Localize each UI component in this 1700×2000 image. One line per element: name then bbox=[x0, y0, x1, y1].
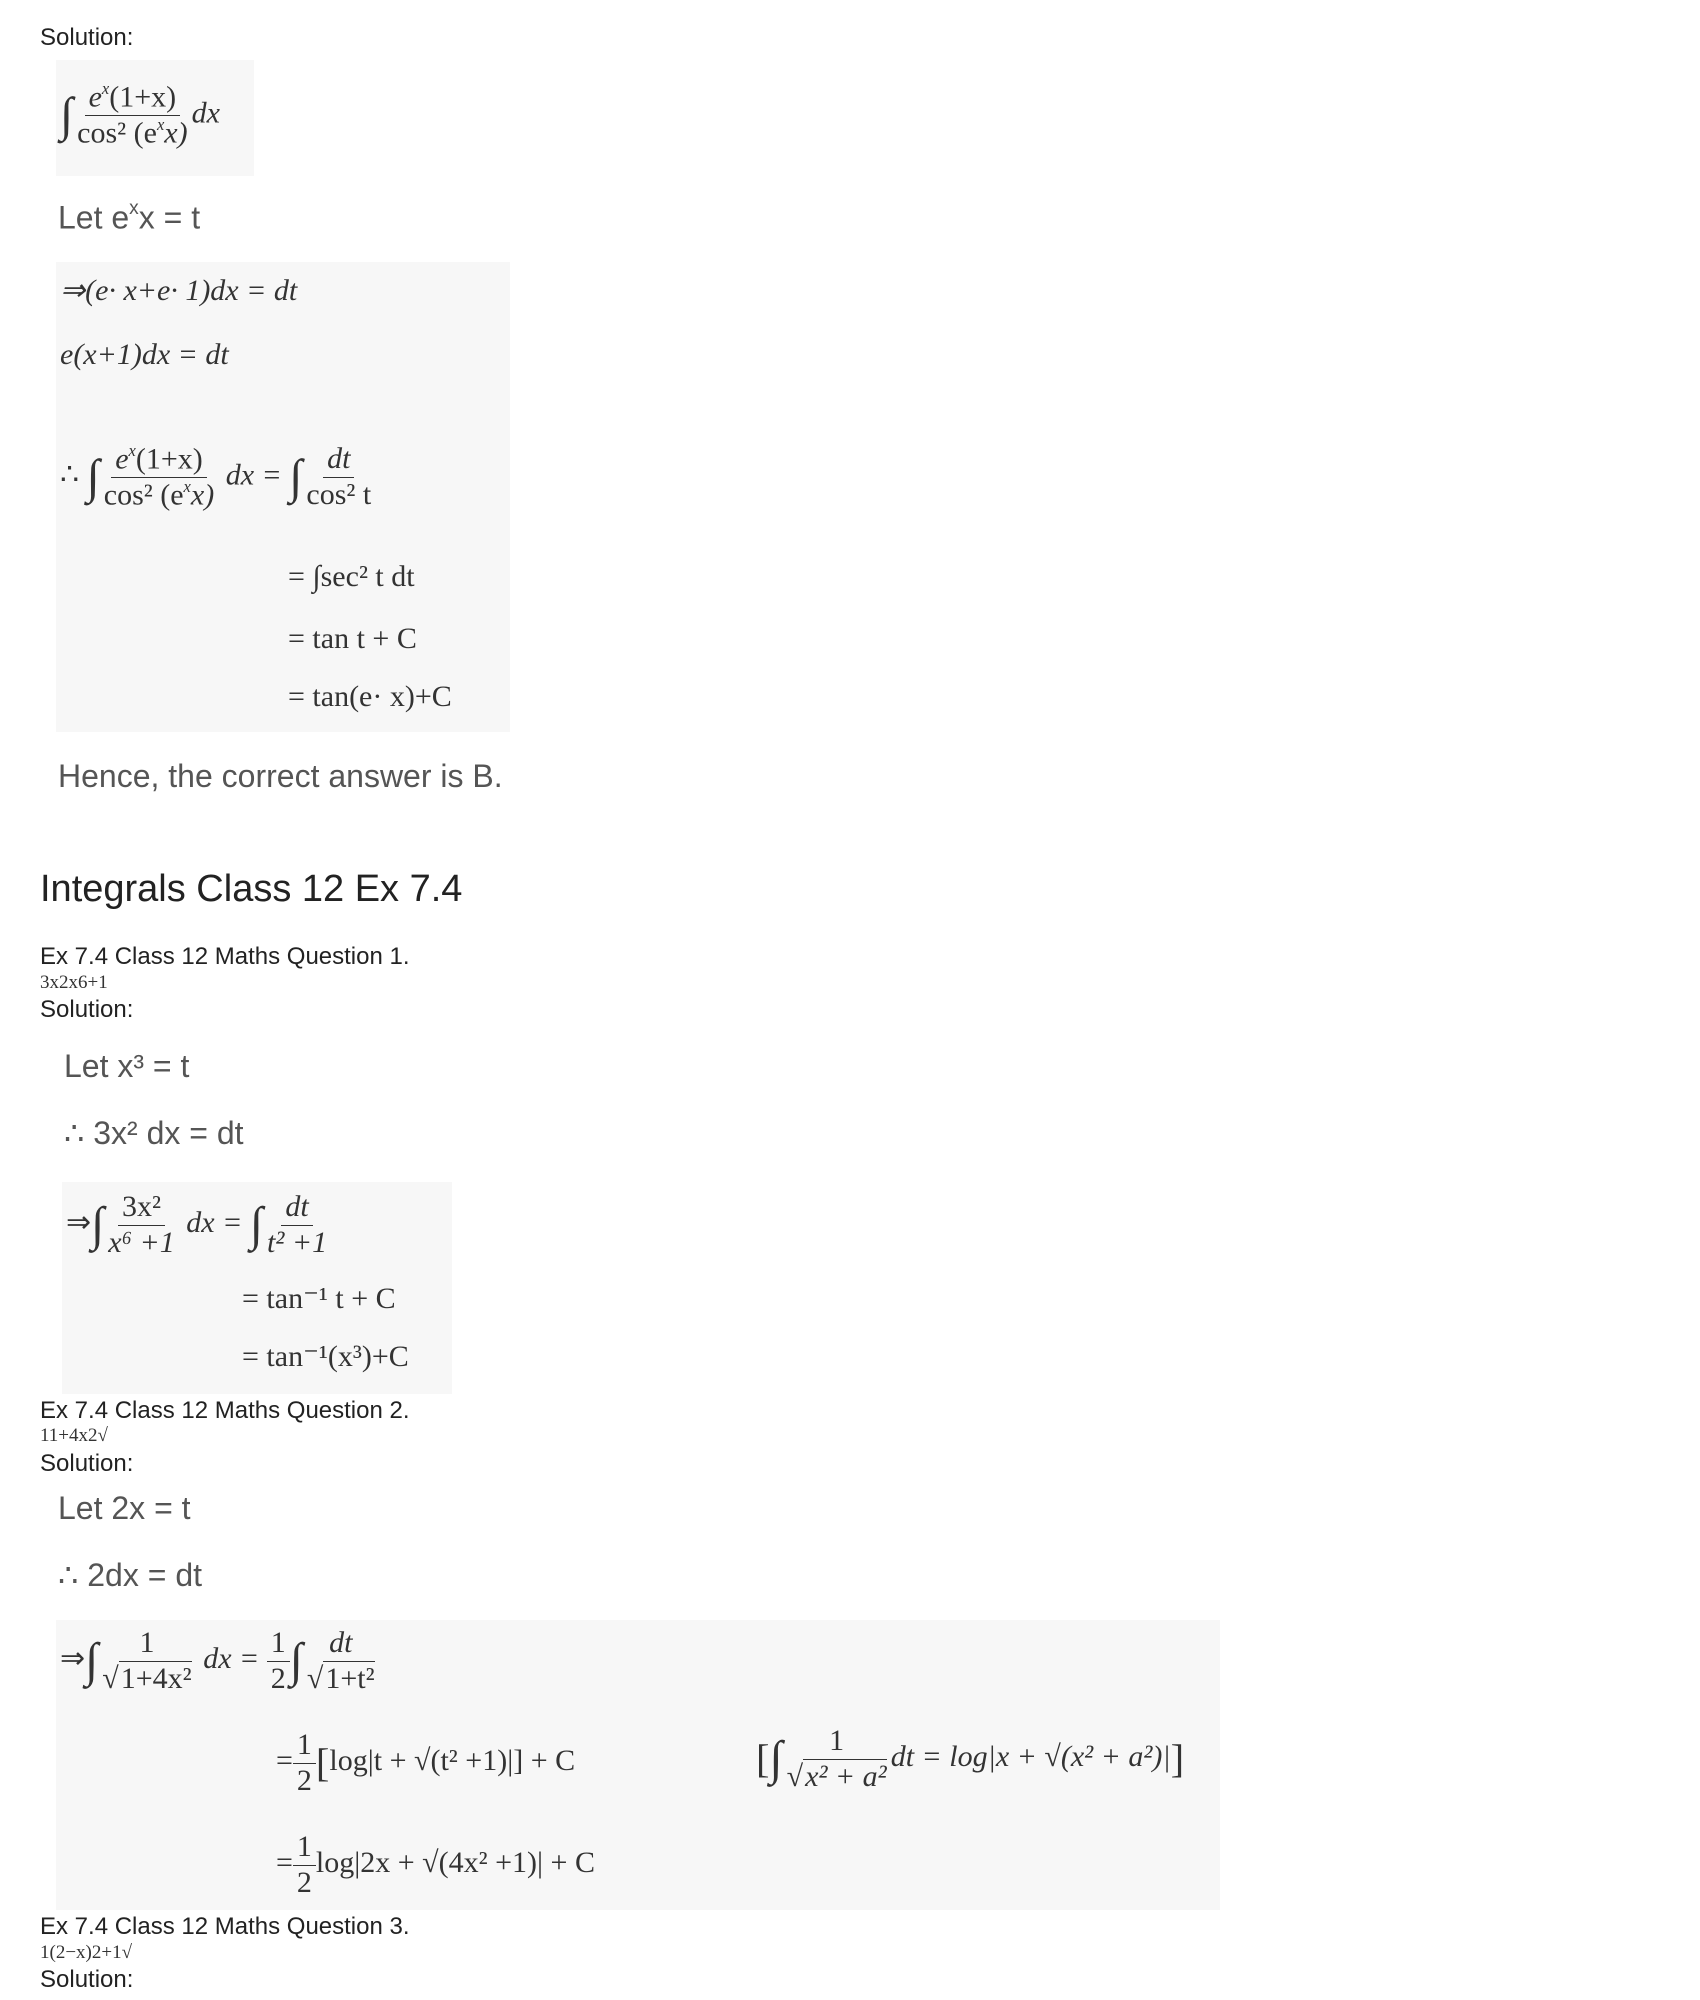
section-title: Integrals Class 12 Ex 7.4 bbox=[40, 868, 463, 910]
q3-solution-label: Solution: bbox=[40, 1966, 134, 1993]
sec-squared-step: = ∫sec² t dt bbox=[288, 560, 415, 593]
q2-let: Let 2x = t bbox=[58, 1490, 191, 1526]
q2-step2: = $\frac{1}{2}$ [log|t + √(t² +1)|] + C bbox=[276, 1728, 576, 1797]
q1-math-image: ⇒∫ $\frac{\text{3x²}}{\text{x⁶ +1}}$ dx = ∫ $\frac{dt}{\text{t² +1}}$ = tan⁻¹ t + C = tan⁻¹(x³)+C bbox=[62, 1182, 452, 1394]
q2-solution-label: Solution: bbox=[40, 1450, 134, 1477]
final-step: = tan(e· x)+C bbox=[288, 680, 452, 713]
q1-garbled-expression: 3x2x6+1 bbox=[40, 972, 108, 993]
q2-title: Ex 7.4 Class 12 Maths Question 2. bbox=[40, 1397, 410, 1424]
q2-garbled-expression: 11+4x2√ bbox=[40, 1425, 108, 1446]
derivative-simplified: e(x+1)dx = dt bbox=[60, 338, 229, 371]
let-substitution: Let $e^xx = t$ bbox=[58, 198, 201, 236]
derivation-image bbox=[56, 262, 510, 732]
solution-label: Solution: bbox=[40, 24, 134, 51]
q1-let: Let x³ = t bbox=[64, 1048, 190, 1084]
q2-step3: = $\frac{1}{2}$ log|2x + √(4x² +1)| + C bbox=[276, 1830, 595, 1899]
tan-step: = tan t + C bbox=[288, 622, 417, 655]
q3-title: Ex 7.4 Class 12 Maths Question 3. bbox=[40, 1913, 410, 1940]
integral-image: ∫ $\frac{e^x(1+x)}{\cos^2 (e^xx)}$ dx bbox=[56, 60, 254, 176]
conclusion-text: Hence, the correct answer is B. bbox=[58, 758, 503, 794]
q2-formula: [∫ $\frac{1}{\text{√x² + a²}}$ dt = log|x + √(x² + a²)|] bbox=[756, 1724, 1185, 1793]
q2-math-image: ⇒∫ $\frac{1}{\text{√1+4x²}}$ dx = $\frac{1}{2}$ ∫ $\frac{dt}{\text{√1+t²}}$ = $\frac{1}{2}$ [log|t + √(t² +1)|] + C [∫ $\frac{1}{\text{√x² + a²}}$ dt = log|x + √(x² + a²)|] = $\frac{1}{2}$ log|2x + √(4x² +1)| + C bbox=[56, 1620, 1220, 1910]
q1-solution-label: Solution: bbox=[40, 996, 134, 1023]
q1-step2: = tan⁻¹ t + C bbox=[242, 1282, 396, 1315]
derivative-step: ⇒(e· x+e· 1)dx = dt bbox=[60, 274, 298, 307]
q1-therefore: ∴ 3x² dx = dt bbox=[64, 1115, 244, 1151]
q3-garbled-expression: 1(2−x)2+1√ bbox=[40, 1942, 133, 1963]
q1-title: Ex 7.4 Class 12 Maths Question 1. bbox=[40, 943, 410, 970]
q2-therefore: ∴ 2dx = dt bbox=[58, 1557, 202, 1593]
q1-step3: = tan⁻¹(x³)+C bbox=[242, 1340, 409, 1373]
integral-transform: ∴ ∫ $\frac{e^x(1+x)}{\cos^2 (e^xx)}$ dx = ∫ $\frac{dt}{\text{cos² t}}$ bbox=[60, 441, 372, 512]
